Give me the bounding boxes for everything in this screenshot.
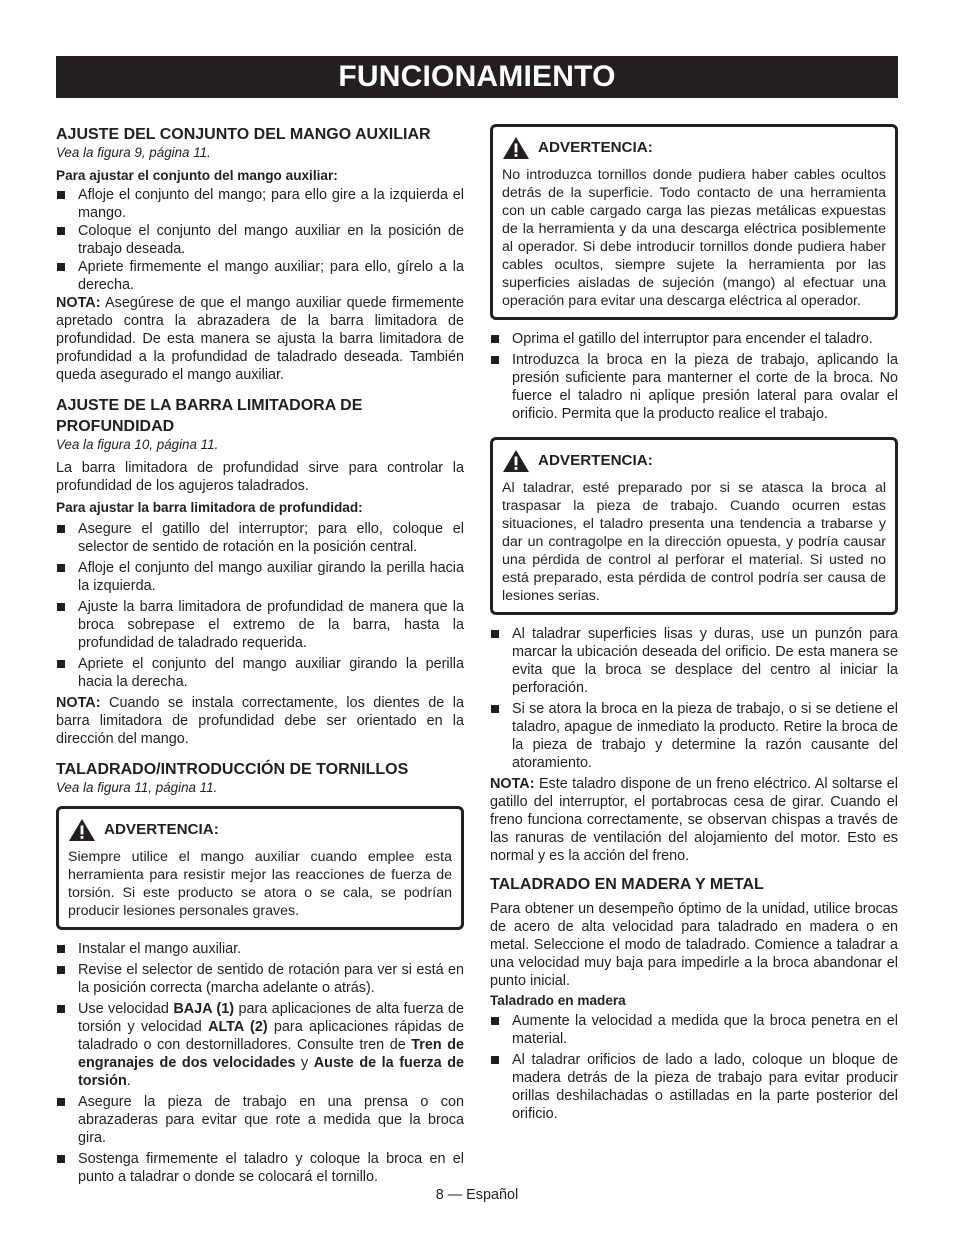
warning-text: Siempre utilice el mango auxiliar cuando emplee esta herramienta para resistir mejor las reacciones de fuerza de torsión. Si este producto se atora o se cala, se podrían producir lesiones personales graves.: [68, 849, 452, 919]
list-item-text: Asegure el gatillo del interruptor; para ello, coloque el selector de sentido de rotación en la posición central.: [78, 521, 464, 555]
bullet-square-icon: [57, 1098, 65, 1106]
list-item-text: Si se atora la broca en la pieza de trabajo, o si se detiene el taladro, apague de inmediato la producto. Retire la broca de la pieza de trabajo y determine la razón causante del atoramiento.: [512, 701, 898, 771]
bullet-square-icon: [57, 603, 65, 611]
list-item: [56, 1150, 464, 1186]
warning-title: ADVERTENCIA:: [104, 821, 219, 838]
list-item: [490, 700, 898, 772]
text-run-bold: Tren de engranajes de dos velocidades: [78, 1037, 464, 1071]
figure-reference: Vea la figura 9, página 11.: [56, 145, 211, 160]
bullet-square-icon: [491, 356, 499, 364]
bullet-list: [490, 330, 898, 423]
list-item-text: Introduzca la broca en la pieza de trabajo, aplicando la presión suficiente para manterner el corte de la broca. No fuerce el taladro ni aplique presión lateral para ovalar el orificio. Permita que la producto realice el trabajo.: [512, 352, 898, 422]
bullet-square-icon: [57, 564, 65, 572]
warning-title: ADVERTENCIA:: [538, 139, 653, 156]
text-run: .: [126, 1073, 131, 1089]
bullet-square-icon: [491, 1017, 499, 1025]
page-title-banner: FUNCIONAMIENTO: [56, 56, 898, 98]
subheading: Para ajustar el conjunto del mango auxiliar:: [56, 168, 338, 183]
note-label: NOTA:: [56, 695, 101, 711]
list-item-text: [78, 1001, 464, 1089]
warning-triangle-icon: [68, 818, 96, 842]
bullet-square-icon: [57, 227, 65, 235]
list-item: [56, 520, 464, 556]
warning-box: [56, 806, 464, 930]
list-item: [56, 598, 464, 652]
list-item-text: Instalar el mango auxiliar.: [78, 941, 242, 957]
section-title-wood-metal: TALADRADO EN MADERA Y METAL: [490, 876, 764, 893]
list-item-text: Aumente la velocidad a medida que la broca penetra en el material.: [512, 1013, 898, 1047]
bullet-square-icon: [57, 966, 65, 974]
list-item: [56, 961, 464, 997]
bullet-square-icon: [57, 660, 65, 668]
list-item-text: Apriete el conjunto del mango auxiliar girando la perilla hacia la derecha.: [78, 656, 464, 690]
list-item: [490, 1051, 898, 1123]
right-column: [490, 124, 898, 1123]
bullet-list: [56, 186, 464, 294]
list-item: [56, 186, 464, 222]
note-paragraph: [56, 294, 464, 384]
figure-reference: Vea la figura 10, página 11.: [56, 437, 219, 452]
list-item-text: Ajuste la barra limitadora de profundidad de manera que la broca sobrepase el extremo de la barra, hasta la profundidad de taladrado requerida.: [78, 599, 464, 651]
bullet-square-icon: [57, 945, 65, 953]
list-item: [56, 1093, 464, 1147]
text-run-bold: Auste de la fuerza de torsión: [78, 1055, 464, 1089]
list-item: [56, 940, 464, 958]
bullet-list: [56, 520, 464, 691]
warning-header: [68, 818, 452, 842]
warning-header: [502, 136, 886, 160]
list-item-text: Coloque el conjunto del mango auxiliar en la posición de trabajo deseada.: [78, 223, 464, 257]
bullet-square-icon: [57, 525, 65, 533]
page-footer: 8 — Español: [435, 1187, 519, 1203]
bullet-square-icon: [491, 705, 499, 713]
list-item: [490, 330, 898, 348]
bullet-square-icon: [57, 263, 65, 271]
list-item: [490, 351, 898, 423]
text-run-bold: ALTA (2): [208, 1019, 268, 1035]
bullet-square-icon: [57, 191, 65, 199]
text-run: y: [295, 1055, 314, 1071]
list-item-text: Al taladrar orificios de lado a lado, coloque un bloque de madera detrás de la pieza de trabajo para evitar producir orillas deshilachadas o astilladas en la parte posterior del orificio.: [512, 1052, 898, 1122]
list-item-text: Afloje el conjunto del mango; para ello gire a la izquierda el mango.: [78, 187, 464, 221]
warning-text: Al taladrar, esté preparado por si se atasca la broca al traspasar la pieza de trabajo. Cuando ocurren estas situaciones, el taladro presenta una tendencia a trabarse y dar un contragolpe en la dirección opuesta, y podría causar una pérdida de control al perforar el material. Si usted no está preparado, esta pérdida de control podría ser causa de lesiones serias.: [502, 480, 886, 604]
bullet-list: [56, 940, 464, 1186]
bullet-square-icon: [57, 1005, 65, 1013]
note-text: Cuando se instala correctamente, los dientes de la barra limitadora de profundidad debe ser orientado en la dirección del mango.: [56, 695, 464, 747]
bullet-square-icon: [491, 630, 499, 638]
warning-header: [502, 449, 886, 473]
note-paragraph: [490, 775, 898, 865]
note-label: NOTA:: [490, 776, 535, 792]
list-item: [56, 222, 464, 258]
list-item-text: Al taladrar superficies lisas y duras, use un punzón para marcar la ubicación deseada del orificio. De esta manera se evita que la broca se desplace del centro al iniciar la perforación.: [512, 626, 898, 696]
note-text: Asegúrese de que el mango auxiliar quede firmemente apretado contra la abrazadera de la barra limitadora de profundidad. De esta manera se ajusta la barra limitadora de profundidad a la profundidad de taladrado deseada. También queda asegurado el mango auxiliar.: [56, 295, 464, 383]
list-item-text: Apriete firmemente el mango auxiliar; para ello, gírelo a la derecha.: [78, 259, 464, 293]
list-item: [490, 1012, 898, 1048]
list-item: [56, 655, 464, 691]
list-item: [490, 625, 898, 697]
text-run: para aplicaciones rápidas de taladrado o con destornilladores. Consulte tren de: [78, 1019, 465, 1053]
warning-title: ADVERTENCIA:: [538, 452, 653, 469]
text-run-bold: BAJA (1): [173, 1001, 235, 1017]
left-column: [56, 124, 464, 1186]
subheading: Para ajustar la barra limitadora de profundidad:: [56, 500, 363, 515]
note-text: Este taladro dispone de un freno eléctrico. Al soltarse el gatillo del interruptor, el portabrocas cesa de girar. Cuando el freno funciona correctamente, se observan chispas a través de las ranuras de ventilación del alojamiento del motor. Esto es normal y es la acción del freno.: [490, 776, 898, 864]
text-run: Use velocidad: [78, 1001, 174, 1017]
warning-box: [490, 437, 898, 615]
list-item-text: Afloje el conjunto del mango auxiliar girando la perilla hacia la izquierda.: [78, 560, 464, 594]
bullet-list: [490, 1012, 898, 1123]
warning-triangle-icon: [502, 136, 530, 160]
bullet-square-icon: [491, 1056, 499, 1064]
list-item-text: Oprima el gatillo del interruptor para encender el taladro.: [512, 331, 873, 347]
note-paragraph: [56, 694, 464, 748]
note-label: NOTA:: [56, 295, 101, 311]
list-item: [56, 559, 464, 595]
bullet-square-icon: [57, 1155, 65, 1163]
warning-text: No introduzca tornillos donde pudiera haber cables ocultos detrás de la superficie. Todo contacto de una herramienta con un cable cargado carga las piezas metálicas expuestas de la herramienta y da una descarga eléctrica posiblemente al operador. Si debe introducir tornillos donde pudiera haber cables ocultos, siempre sujete la herramienta por las superficies aisladas de sujeción (mango) al efectuar una operación para evitar una descarga eléctrica al operador.: [502, 167, 886, 309]
section-title-drilling-screwdriving: TALADRADO/INTRODUCCIÓN DE TORNILLOS: [56, 761, 409, 778]
list-item-text: Sostenga firmemente el taladro y coloque la broca en el punto a taladrar o donde se colocará el tornillo.: [78, 1151, 464, 1185]
section-title-depth-rod: AJUSTE DE LA BARRA LIMITADORA DE PROFUNDIDAD: [56, 397, 363, 435]
list-item: [56, 1000, 464, 1090]
figure-reference: Vea la figura 11, página 11.: [56, 780, 218, 795]
list-item-text: Asegure la pieza de trabajo en una prensa o con abrazaderas para evitar que rote a medida que la broca gira.: [78, 1094, 464, 1146]
intro-paragraph: La barra limitadora de profundidad sirve para controlar la profundidad de los agujeros taladrados.: [56, 460, 464, 494]
list-item-text: Revise el selector de sentido de rotación para ver si está en la posición correcta (marcha adelante o atrás).: [78, 962, 464, 996]
warning-triangle-icon: [502, 449, 530, 473]
subheading: Taladrado en madera: [490, 993, 626, 1008]
text-run: para aplicaciones de alta fuerza de torsión y velocidad: [78, 1001, 465, 1035]
bullet-square-icon: [491, 335, 499, 343]
bullet-list: [490, 625, 898, 772]
list-item: [56, 258, 464, 294]
warning-box: [490, 124, 898, 320]
section-title-auxiliary-handle: AJUSTE DEL CONJUNTO DEL MANGO AUXILIAR: [56, 126, 431, 143]
intro-paragraph: Para obtener un desempeño óptimo de la unidad, utilice brocas de acero de alta velocidad para taladrado en madera o en metal. Seleccione el modo de taladrado. Comience a taladrar a una velocidad muy baja para impedirle a la broca abandonar el punto inicial.: [490, 901, 898, 989]
